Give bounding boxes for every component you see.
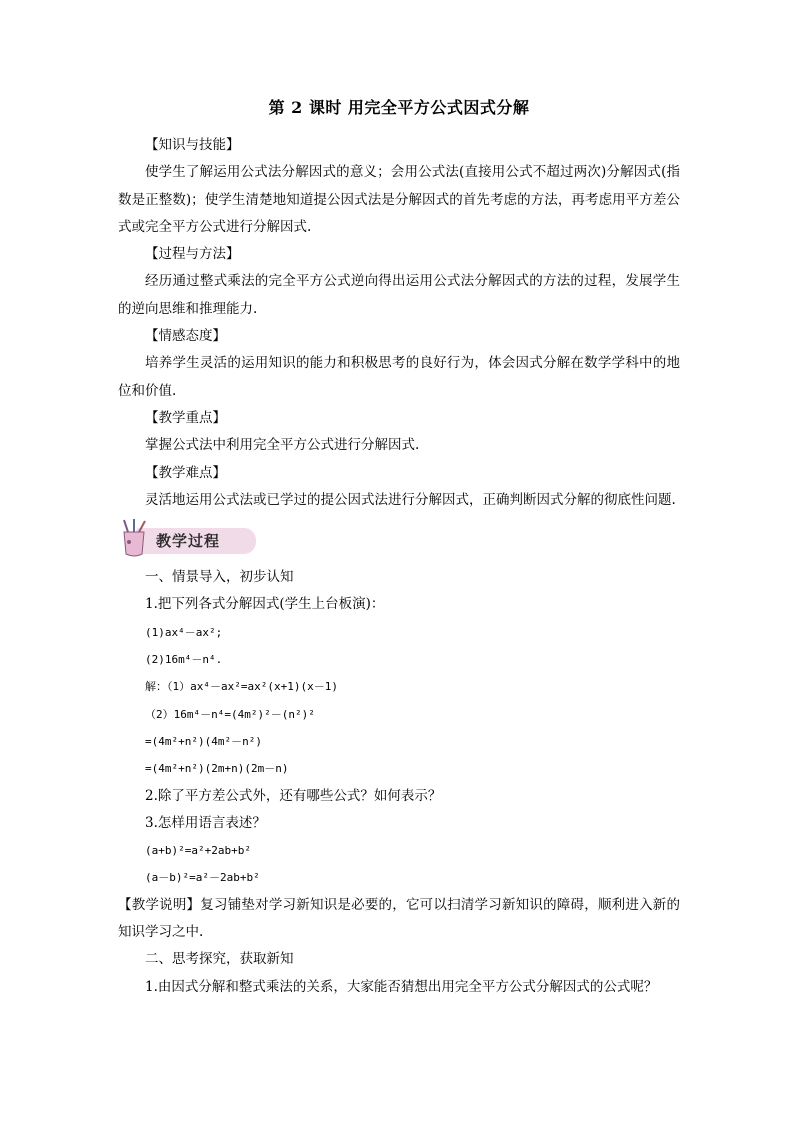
page-title: 第 2 课时 用完全平方公式因式分解 [268,98,530,117]
knowledge-text: 使学生了解运用公式法分解因式的意义；会用公式法(直接用公式不超过两次)分解因式(指数是正整数)；使学生清楚地知道提公因式法是分解因式的首先考虑的方法，再考虑用平方差公式或完全平方公式进行分解因式. [118,164,680,235]
teaching-process-banner [118,518,680,560]
solution-line-1: 解：（1）ax⁴－ax²=ax²(x+1)(x－1) [145,680,338,694]
question-3: 3.怎样用语言表述？ [145,814,266,831]
process-heading: 【过程与方法】 [145,246,240,263]
difficulty-text: 灵活地运用公式法或已学过的提公因式法进行分解因式，正确判断因式分解的彻底性问题. [145,491,676,508]
document-content [118,94,680,1001]
knowledge-heading: 【知识与技能】 [145,137,240,153]
teaching-note [118,892,680,947]
difficulty-heading: 【教学难点】 [145,464,226,481]
attitude-text: 培养学生灵活的运用知识的能力和积极思考的良好行为，体会因式分解在数学学科中的地位和价值. [118,355,680,399]
teaching-note-label: 【教学说明】 [118,896,201,913]
question-1: 1.把下列各式分解因式(学生上台板演)： [145,596,385,613]
solution-line-2: （2）16m⁴－n⁴=(4m²)²－(n²)² [145,707,315,721]
section-2-heading: 二、思考探究，获取新知 [145,951,294,968]
formula-square-difference: (a－b)²=a²－2ab+b² [145,871,260,885]
problem-1: (1)ax⁴－ax²; [145,625,223,639]
question-2: 2.除了平方差公式外，还有哪些公式？如何表示？ [145,787,442,804]
process-text: 经历通过整式乘法的完全平方公式逆向得出运用公式法分解因式的方法的过程，发展学生的逆向思维和推理能力. [118,273,680,317]
attitude-heading: 【情感态度】 [145,328,226,345]
solution-line-3: =(4m²+n²)(4m²－n²) [145,734,262,748]
formula-square-sum: (a+b)²=a²+2ab+b² [145,844,251,858]
problem-2: (2)16m⁴－n⁴. [145,653,223,667]
banner-label: 教学过程 [156,532,221,551]
pen-holder-icon [118,518,152,558]
key-point-text: 掌握公式法中利用完全平方公式进行分解因式. [145,437,420,454]
section-2-question-1: 1.由因式分解和整式乘法的关系，大家能否猜想出用完全平方公式分解因式的公式呢？ [145,978,658,995]
key-point-heading: 【教学重点】 [145,409,226,426]
section-1-heading: 一、情景导入，初步认知 [145,569,294,586]
solution-line-4: =(4m²+n²)(2m+n)(2m－n) [145,762,289,776]
teaching-note-text: 复习铺垫对学习新知识是必要的，它可以扫清学习新知识的障碍，顺利进入新的知识学习之中. [118,896,681,941]
